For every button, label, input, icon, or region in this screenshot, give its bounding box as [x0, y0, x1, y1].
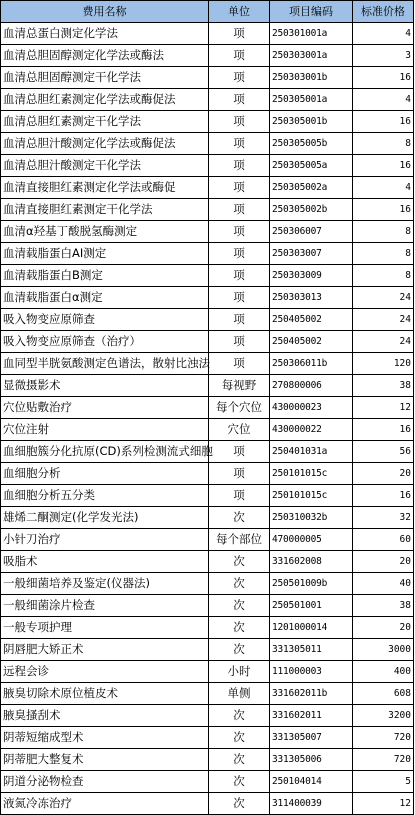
cell-code: 331602011b [270, 683, 353, 705]
cell-unit: 项 [209, 485, 270, 507]
cell-name: 腋臭切除术原位植皮术 [1, 683, 209, 705]
cell-price: 24 [353, 287, 414, 309]
cell-name: 血细胞簇分化抗原(CD)系列检测流式细胞 [1, 441, 209, 463]
cell-unit: 项 [209, 89, 270, 111]
cell-unit: 项 [209, 309, 270, 331]
cell-name: 血细胞分析五分类 [1, 485, 209, 507]
cell-code: 250303009 [270, 265, 353, 287]
cell-unit: 次 [209, 507, 270, 529]
table-row [1, 683, 414, 705]
cell-code: 250305001a [270, 89, 353, 111]
cell-code: 250305002a [270, 177, 353, 199]
cell-price: 38 [353, 375, 414, 397]
cell-price: 20 [353, 551, 414, 573]
cell-code: 250306011b [270, 353, 353, 375]
table-row [1, 287, 414, 309]
cell-price: 4 [353, 177, 414, 199]
table-row [1, 353, 414, 375]
header-unit: 单位 [209, 1, 270, 23]
cell-code: 430000022 [270, 419, 353, 441]
cell-code: 470000005 [270, 529, 353, 551]
cell-unit: 次 [209, 771, 270, 793]
cell-code: 430000023 [270, 397, 353, 419]
cell-unit: 项 [209, 23, 270, 45]
table-row [1, 551, 414, 573]
cell-price: 40 [353, 573, 414, 595]
cell-code: 331305007 [270, 727, 353, 749]
cell-unit: 项 [209, 45, 270, 67]
cell-name: 血清总胆汁酸测定化学法或酶促法 [1, 133, 209, 155]
cell-name: 吸入物变应原筛查（治疗） [1, 331, 209, 353]
table-body [1, 23, 414, 815]
cell-price: 12 [353, 793, 414, 815]
cell-name: 雄烯二酮测定(化学发光法) [1, 507, 209, 529]
table-row [1, 529, 414, 551]
cell-code: 250401031a [270, 441, 353, 463]
cell-code: 250305001b [270, 111, 353, 133]
cell-code: 250405002 [270, 331, 353, 353]
cell-code: 250405002 [270, 309, 353, 331]
table-row [1, 639, 414, 661]
cell-unit: 项 [209, 155, 270, 177]
cell-unit: 次 [209, 727, 270, 749]
cell-unit: 次 [209, 551, 270, 573]
cell-price: 16 [353, 419, 414, 441]
cell-name: 吸脂术 [1, 551, 209, 573]
cell-name: 阴蒂短缩成型术 [1, 727, 209, 749]
table-row [1, 485, 414, 507]
table-row [1, 507, 414, 529]
table-row [1, 375, 414, 397]
cell-code: 331305006 [270, 749, 353, 771]
table-row [1, 243, 414, 265]
cell-code: 250306007 [270, 221, 353, 243]
table-row [1, 23, 414, 45]
cell-name: 阴唇肥大矫正术 [1, 639, 209, 661]
cell-name: 穴位贴敷治疗 [1, 397, 209, 419]
cell-name: 血清总蛋白测定化学法 [1, 23, 209, 45]
cell-code: 250303007 [270, 243, 353, 265]
table-row [1, 727, 414, 749]
cell-unit: 项 [209, 67, 270, 89]
table-row [1, 309, 414, 331]
cell-price: 16 [353, 485, 414, 507]
cell-code: 250305005a [270, 155, 353, 177]
cell-code: 250303001b [270, 67, 353, 89]
cell-name: 血清总胆汁酸测定干化学法 [1, 155, 209, 177]
cell-price: 16 [353, 111, 414, 133]
cell-unit: 次 [209, 573, 270, 595]
table-row [1, 67, 414, 89]
cell-unit: 项 [209, 221, 270, 243]
cell-unit: 项 [209, 463, 270, 485]
cell-name: 血清载脂蛋白AI测定 [1, 243, 209, 265]
cell-code: 250305002b [270, 199, 353, 221]
cell-price: 24 [353, 331, 414, 353]
cell-name: 血清载脂蛋白B测定 [1, 265, 209, 287]
cell-price: 20 [353, 617, 414, 639]
cell-name: 血清直接胆红素测定化学法或酶促 [1, 177, 209, 199]
cell-name: 一般细菌涂片检查 [1, 595, 209, 617]
cell-unit: 次 [209, 639, 270, 661]
cell-price: 8 [353, 243, 414, 265]
header-price: 标准价格 [353, 1, 414, 23]
table-row [1, 265, 414, 287]
cell-name: 血清总胆固醇测定干化学法 [1, 67, 209, 89]
table-row [1, 221, 414, 243]
cell-unit: 次 [209, 749, 270, 771]
cell-price: 4 [353, 89, 414, 111]
cell-name: 小针刀治疗 [1, 529, 209, 551]
cell-name: 血细胞分析 [1, 463, 209, 485]
cell-name: 吸入物变应原筛查 [1, 309, 209, 331]
cell-unit: 项 [209, 353, 270, 375]
cell-unit: 小时 [209, 661, 270, 683]
cell-unit: 每个部位 [209, 529, 270, 551]
cell-price: 12 [353, 397, 414, 419]
cell-code: 250301001a [270, 23, 353, 45]
table-row [1, 133, 414, 155]
cell-name: 一般专项护理 [1, 617, 209, 639]
cell-name: 血同型半胱氨酸测定色谱法，散射比浊法 [1, 353, 209, 375]
cell-name: 血清总胆固醇测定化学法或酶法 [1, 45, 209, 67]
cell-code: 250104014 [270, 771, 353, 793]
table-row [1, 595, 414, 617]
cell-price: 720 [353, 727, 414, 749]
table-row [1, 771, 414, 793]
cell-price: 16 [353, 67, 414, 89]
cell-unit: 每个穴位 [209, 397, 270, 419]
cell-code: 250310032b [270, 507, 353, 529]
cell-code: 250303001a [270, 45, 353, 67]
cell-price: 3000 [353, 639, 414, 661]
cell-unit: 穴位 [209, 419, 270, 441]
cell-name: 远程会诊 [1, 661, 209, 683]
cell-code: 250305005b [270, 133, 353, 155]
cell-name: 血清载脂蛋白α测定 [1, 287, 209, 309]
cell-price: 38 [353, 595, 414, 617]
table-row [1, 155, 414, 177]
cell-code: 311400039 [270, 793, 353, 815]
cell-unit: 项 [209, 199, 270, 221]
cell-price: 16 [353, 155, 414, 177]
cell-name: 液氮冷冻治疗 [1, 793, 209, 815]
cell-price: 16 [353, 199, 414, 221]
cell-name: 血清直接胆红素测定干化学法 [1, 199, 209, 221]
cell-name: 血清总胆红素测定干化学法 [1, 111, 209, 133]
cell-code: 250303013 [270, 287, 353, 309]
cell-code: 250101015c [270, 463, 353, 485]
table-row [1, 419, 414, 441]
cell-price: 32 [353, 507, 414, 529]
table-row [1, 45, 414, 67]
table-row [1, 617, 414, 639]
table-row [1, 463, 414, 485]
table-row [1, 573, 414, 595]
cell-price: 3200 [353, 705, 414, 727]
cell-price: 400 [353, 661, 414, 683]
cell-code: 250501009b [270, 573, 353, 595]
cell-price: 8 [353, 221, 414, 243]
cell-price: 56 [353, 441, 414, 463]
table-row [1, 177, 414, 199]
cell-unit: 次 [209, 595, 270, 617]
table-row [1, 199, 414, 221]
cell-code: 250501001 [270, 595, 353, 617]
cell-name: 显微摄影术 [1, 375, 209, 397]
cell-price: 24 [353, 309, 414, 331]
cell-price: 60 [353, 529, 414, 551]
header-name: 费用名称 [1, 1, 209, 23]
cell-price: 8 [353, 133, 414, 155]
header-code: 项目编码 [270, 1, 353, 23]
cell-unit: 项 [209, 177, 270, 199]
cell-code: 120100001​4 [270, 617, 353, 639]
table-row [1, 111, 414, 133]
cell-price: 608 [353, 683, 414, 705]
table-row [1, 441, 414, 463]
cell-unit: 项 [209, 331, 270, 353]
cell-name: 阴蒂肥大整复术 [1, 749, 209, 771]
cell-name: 血清总胆红素测定化学法或酶促法 [1, 89, 209, 111]
table-row [1, 705, 414, 727]
table-row [1, 397, 414, 419]
cell-unit: 项 [209, 111, 270, 133]
cell-code: 331602008 [270, 551, 353, 573]
cell-unit: 项 [209, 133, 270, 155]
header-row [1, 1, 414, 23]
cell-unit: 次 [209, 793, 270, 815]
cell-name: 阴道分泌物检查 [1, 771, 209, 793]
cell-unit: 项 [209, 441, 270, 463]
cell-unit: 次 [209, 617, 270, 639]
cell-name: 一般细菌培养及鉴定(仪器法) [1, 573, 209, 595]
table-row [1, 661, 414, 683]
cell-price: 20 [353, 463, 414, 485]
table-row [1, 331, 414, 353]
cell-unit: 项 [209, 265, 270, 287]
table-row [1, 749, 414, 771]
cell-unit: 单侧 [209, 683, 270, 705]
cell-price: 8 [353, 265, 414, 287]
cell-code: 331602011 [270, 705, 353, 727]
cell-price: 120 [353, 353, 414, 375]
table-row [1, 793, 414, 815]
cell-name: 穴位注射 [1, 419, 209, 441]
cell-price: 3 [353, 45, 414, 67]
cell-price: 720 [353, 749, 414, 771]
cell-unit: 次 [209, 705, 270, 727]
cell-name: 血清α羟基丁酸脱氢酶测定 [1, 221, 209, 243]
cell-code: 331305011 [270, 639, 353, 661]
cell-code: 250101015c [270, 485, 353, 507]
cell-unit: 项 [209, 243, 270, 265]
cell-price: 5 [353, 771, 414, 793]
cell-unit: 项 [209, 287, 270, 309]
cell-code: 270800006 [270, 375, 353, 397]
cell-unit: 每视野 [209, 375, 270, 397]
table-row [1, 89, 414, 111]
cell-name: 腋臭搔刮术 [1, 705, 209, 727]
cell-code: 111000003 [270, 661, 353, 683]
cell-price: 4 [353, 23, 414, 45]
